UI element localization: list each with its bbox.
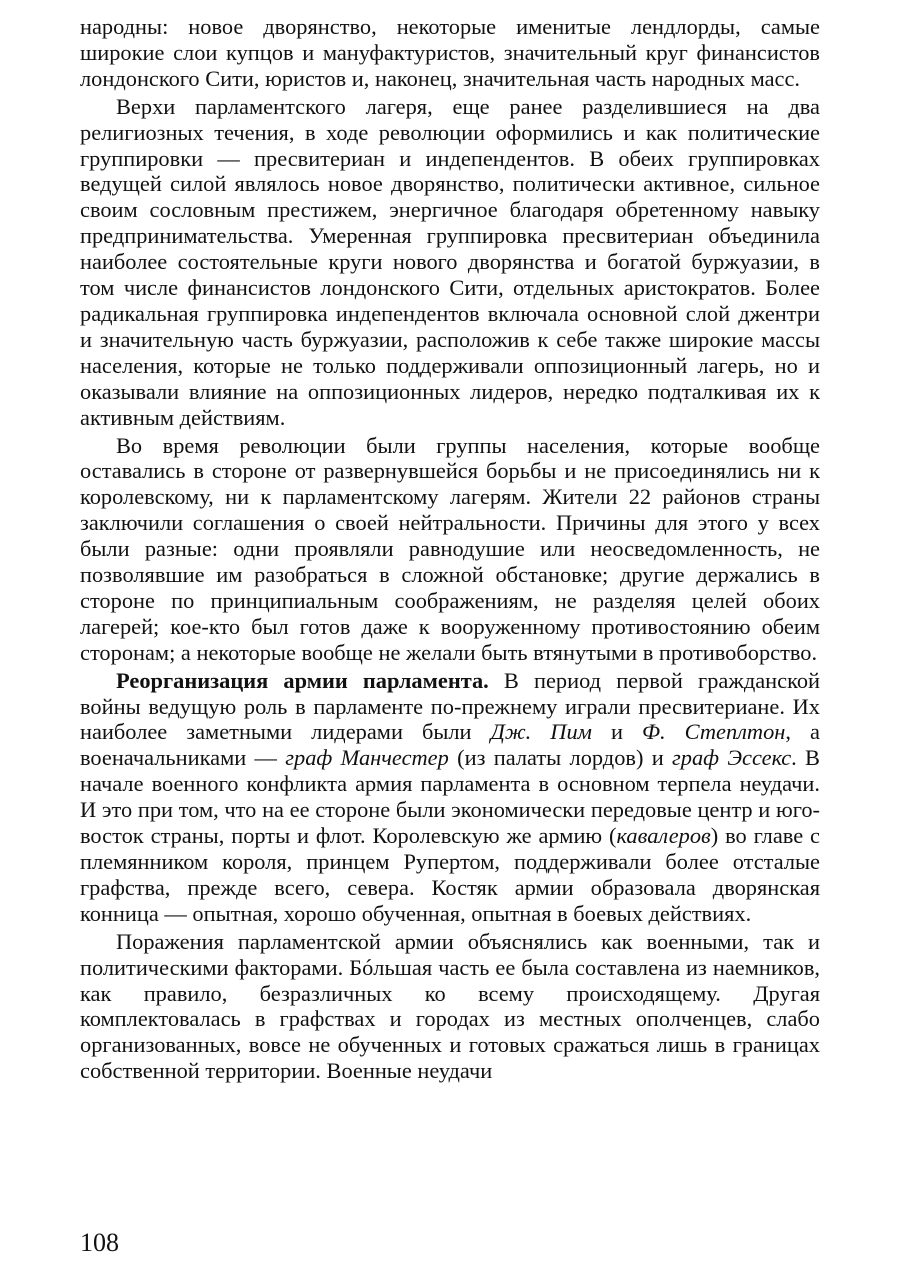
paragraph-parliament-camp: Верхи парламентского лагеря, еще ранее разделившиеся на два религиозных течения, в ходе революции оформились и как политические группировки — пресвитериан и индепендентов. В обеих группировках ведущей силой являлось новое дворянство, политически активное, сильное своим сословным престижем, энергичное благодаря обретенному навыку предпринимательства. Умеренная группировка пресвитериан объединила наиболее состоятельные круги нового дворянства и богатой буржуазии, в том числе финансистов лондонского Сити, отдельных аристократов. Более радикальная группировка индепендентов включала основной слой джентри и значительную часть буржуазии, расположив к себе также широкие массы населения, которые не только поддерживали оппозиционный лагерь, но и оказывали влияние на оппозиционных лидеров, нередко подталкивая их к активным действиям.	[80, 93, 820, 430]
text-run: . В начале военного конфликта армия парламента в основном терпела неудачи. И это при том, что на ее стороне были экономически передовые центр и юго-восток страны, порты и флот. Королевскую же армию (	[80, 745, 820, 849]
text-run: и	[591, 719, 642, 745]
paragraph-neutral-groups: Во время революции были группы населения, которые вообще оставались в стороне от развернувшейся борьбы и не присоединялись ни к королевскому, ни к парламентскому лагерям. Жители 22 районов страны заключили соглашения о своей нейтральности. Причины для этого у всех были разные: одни проявляли равнодушие или неосведомленность, не позволявшие им разобраться в сложной обстановке; другие держались в стороне по принципиальным соображениям, не разделяя целей обоих лагерей; кое-кто был готов даже к вооруженному противостоянию обеим сторонам; а некоторые вообще не желали быть втянутыми в противоборство.	[80, 432, 820, 665]
paragraph-army-reorganization	[80, 668, 820, 927]
paragraph-continuation: народны: новое дворянство, некоторые именитые лендлорды, самые широкие слои купцов и мануфактуристов, значительный круг финансистов лондонского Сити, юристов и, наконец, значительная часть народных масс.	[80, 14, 820, 91]
text-run: ) во главе с племянником короля, принцем Рупертом, поддерживали более отсталые графства, прежде всего, севера. Костяк армии образовала дворянская конница — опытная, хорошо обученная, опытная в боевых действиях.	[80, 823, 820, 926]
italic-name-manchester: граф Манчестер	[285, 745, 449, 771]
italic-name-pym: Дж. Пим	[490, 719, 592, 745]
text-run: , а военачальниками —	[80, 719, 820, 771]
italic-term-cavaliers: кавалеров	[616, 823, 711, 849]
italic-name-essex: граф Эссекс	[672, 745, 792, 771]
section-heading: Реорганизация армии парламента.	[116, 667, 489, 693]
paragraph-defeats: Поражения парламентской армии объяснялись как военными, так и политическими факторами. Бóльшая часть ее была составлена из наемников, как правило, безразличных ко всему происходящему. Другая комплектовалась в графствах и городах из местных ополченцев, слабо организованных, вовсе не обученных и готовых сражаться лишь в границах собственной территории. Военные неудачи	[80, 928, 820, 1084]
italic-name-stapleton: Ф. Степлтон	[641, 719, 786, 745]
text-run: (из палаты лордов) и	[448, 745, 673, 771]
page-number: 108	[80, 1228, 119, 1257]
text-run: В период первой гражданской войны ведущую роль в парламенте по-прежнему играли пресвитериане. Их наиболее заметными лидерами были	[80, 667, 820, 745]
